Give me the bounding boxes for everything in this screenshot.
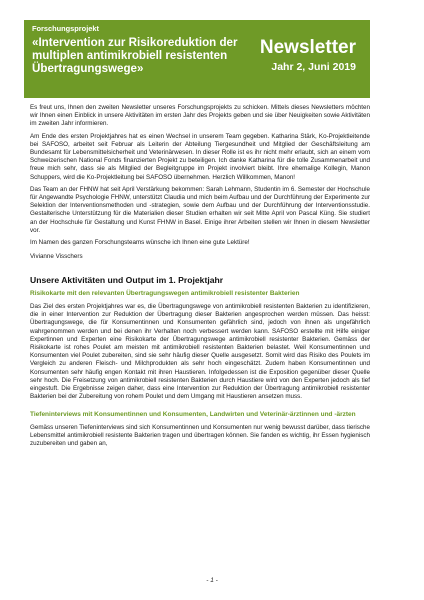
- section-heading: Unsere Aktivitäten und Output im 1. Projektjahr: [30, 275, 224, 286]
- article-body: [30, 104, 370, 453]
- issue-date: Jahr 2, Juni 2019: [271, 61, 356, 73]
- risk-map-paragraph: Das Ziel des ersten Projektjahres war es, die Übertragungswege von antimikrobiell resistenten Bakterien zu identifizieren, die in einer Intervention zur Reduktion der Übertragung dieser Bakterien angesprochen werden müssen. Das heisst: Übertragungswege, die für Konsumentinnen und Konsumenten gefährlich sind, jedoch von ihnen als ungefährlich wahrgenommen werden und bei denen ihr Verhalten noch verbessert werden kann. SAFOSO erstellte mit Hilfe einiger Expertinnen und Experten eine Risikokarte der Übertragungswege antimikrobiell resistenter Bakterien. Gemäss der Risikokarte ist rohes Poulet am meisten mit antimikrobiell resistenten Bakterien belastet. Weil Konsumentinnen und Konsumenten viel Poulet zubereiten, sind sie sehr häufig dieser Quelle ausgesetzt. Somit wird das Risiko des Poulets im Vergleich zu anderen Fleisch- und Milchprodukten als sehr hoch eingeschätzt. Zudem haben Konsumentinnen und Konsumenten sehr häufig engen Kontakt mit ihren Haustieren. Infolgedessen ist die Exposition gegenüber dieser Quelle sehr hoch. Die Freisetzung von antimikrobiell resistenten Bakterien durch Haustiere wird von den Experten jedoch als tief eingestuft. Die Ergebnisse zeigen daher, dass eine Intervention zur Reduktion der Übertragung antimikrobiell resistenter Bakterien bei der Zubereitung von rohem Poulet und dem Umgang mit Haustieren ansetzen muss.: [30, 303, 370, 401]
- issue-block: [244, 36, 356, 75]
- page-number: - 1 -: [206, 577, 218, 584]
- header-banner: [24, 20, 370, 98]
- project-title: «Intervention zur Risikoreduktion der multiplen antimikrobiell resistenten Übertragungswege»: [32, 36, 238, 75]
- signature: Vivianne Visschers: [30, 253, 83, 261]
- intro-paragraph-1: Es freut uns, Ihnen den zweiten Newsletter unseres Forschungsprojekts zu schicken. Mittels dieses Newsletters möchten wir Ihnen einen Einblick in unsere Aktivitäten im ersten Jahr des Projekts geben und sie über Neuigkeiten sowie Aktivitäten im zweiten Jahr informieren.: [30, 104, 370, 128]
- intro-paragraph-2: Am Ende des ersten Projektjahres hat es einen Wechsel in unserem Team gegeben. Katharina Stärk, Ko-Projektleitende bei SAFOSO, arbeitet seit Februar als Leiterin der Abteilung Tiergesundheit und Mitglied der Geschäftsleitung am Bundesamt für Lebensmittelsicherheit und Veterinärwesen. In dieser Rolle ist es ihr nicht mehr erlaubt, sich an einem vom Schweizerischen National Fonds finanzierten Projekt zu beteiligen. Ich danke Katharina für die tolle Zusammenarbeit und freue mich sehr, dass sie als Mitglied der Begleitgruppe im Projekt involviert bleibt. Ihre ehemalige Kollegin, Manon Schuppers, wird die Ko-Projektleitung bei SAFOSO übernehmen. Herzlich Willkommen, Manon!: [30, 132, 370, 181]
- intro-paragraph-3: Das Team an der FHNW hat seit April Verstärkung bekommen: Sarah Lehmann, Studentin im 6. Semester der Hochschule für Angewandte Psychologie FHNW, unterstützt Claudia und mich beim Aufbau und der Durchführung der Experimente zur Selektion der Interventionsmethoden und -strategien, sowie dem Aufbau und der Durchführung der Interventionsstudie. Gestalterische Unterstützung für die Materialien dieser Studien erhalten wir seit Mitte April von Pascal Küng. Sie studiert an der Hochschule für Gestaltung und Kunst FHNW in Basel. Einige ihrer Arbeiten stellen wir Ihnen in diesem Newsletter vor.: [30, 185, 370, 234]
- subsection-heading-interviews: Tiefeninterviews mit Konsumentinnen und Konsumenten, Landwirten und Veterinär-ärztinnen und -ärzten: [30, 411, 356, 419]
- intro-paragraph-4: Im Namen des ganzen Forschungsteams wünsche ich Ihnen eine gute Lektüre!: [30, 239, 250, 247]
- project-kicker: Forschungsprojekt: [32, 24, 99, 33]
- newsletter-title: Newsletter: [259, 37, 356, 58]
- project-block: [32, 24, 254, 75]
- subsection-heading-risk-map: Risikokarte mit den relevanten Übertragungswegen antimikrobiell resistenter Bakterien: [30, 290, 300, 298]
- interviews-paragraph: Gemäss unseren Tiefeninterviews sind sich Konsumentinnen und Konsumenten nur wenig bewusst darüber, dass tierische Lebensmittel antimikrobiell resistente Bakterien tragen und übertragen können. Sie fanden es wichtig, ihr Essen hygienisch zuzubereiten und gaben an,: [30, 424, 370, 448]
